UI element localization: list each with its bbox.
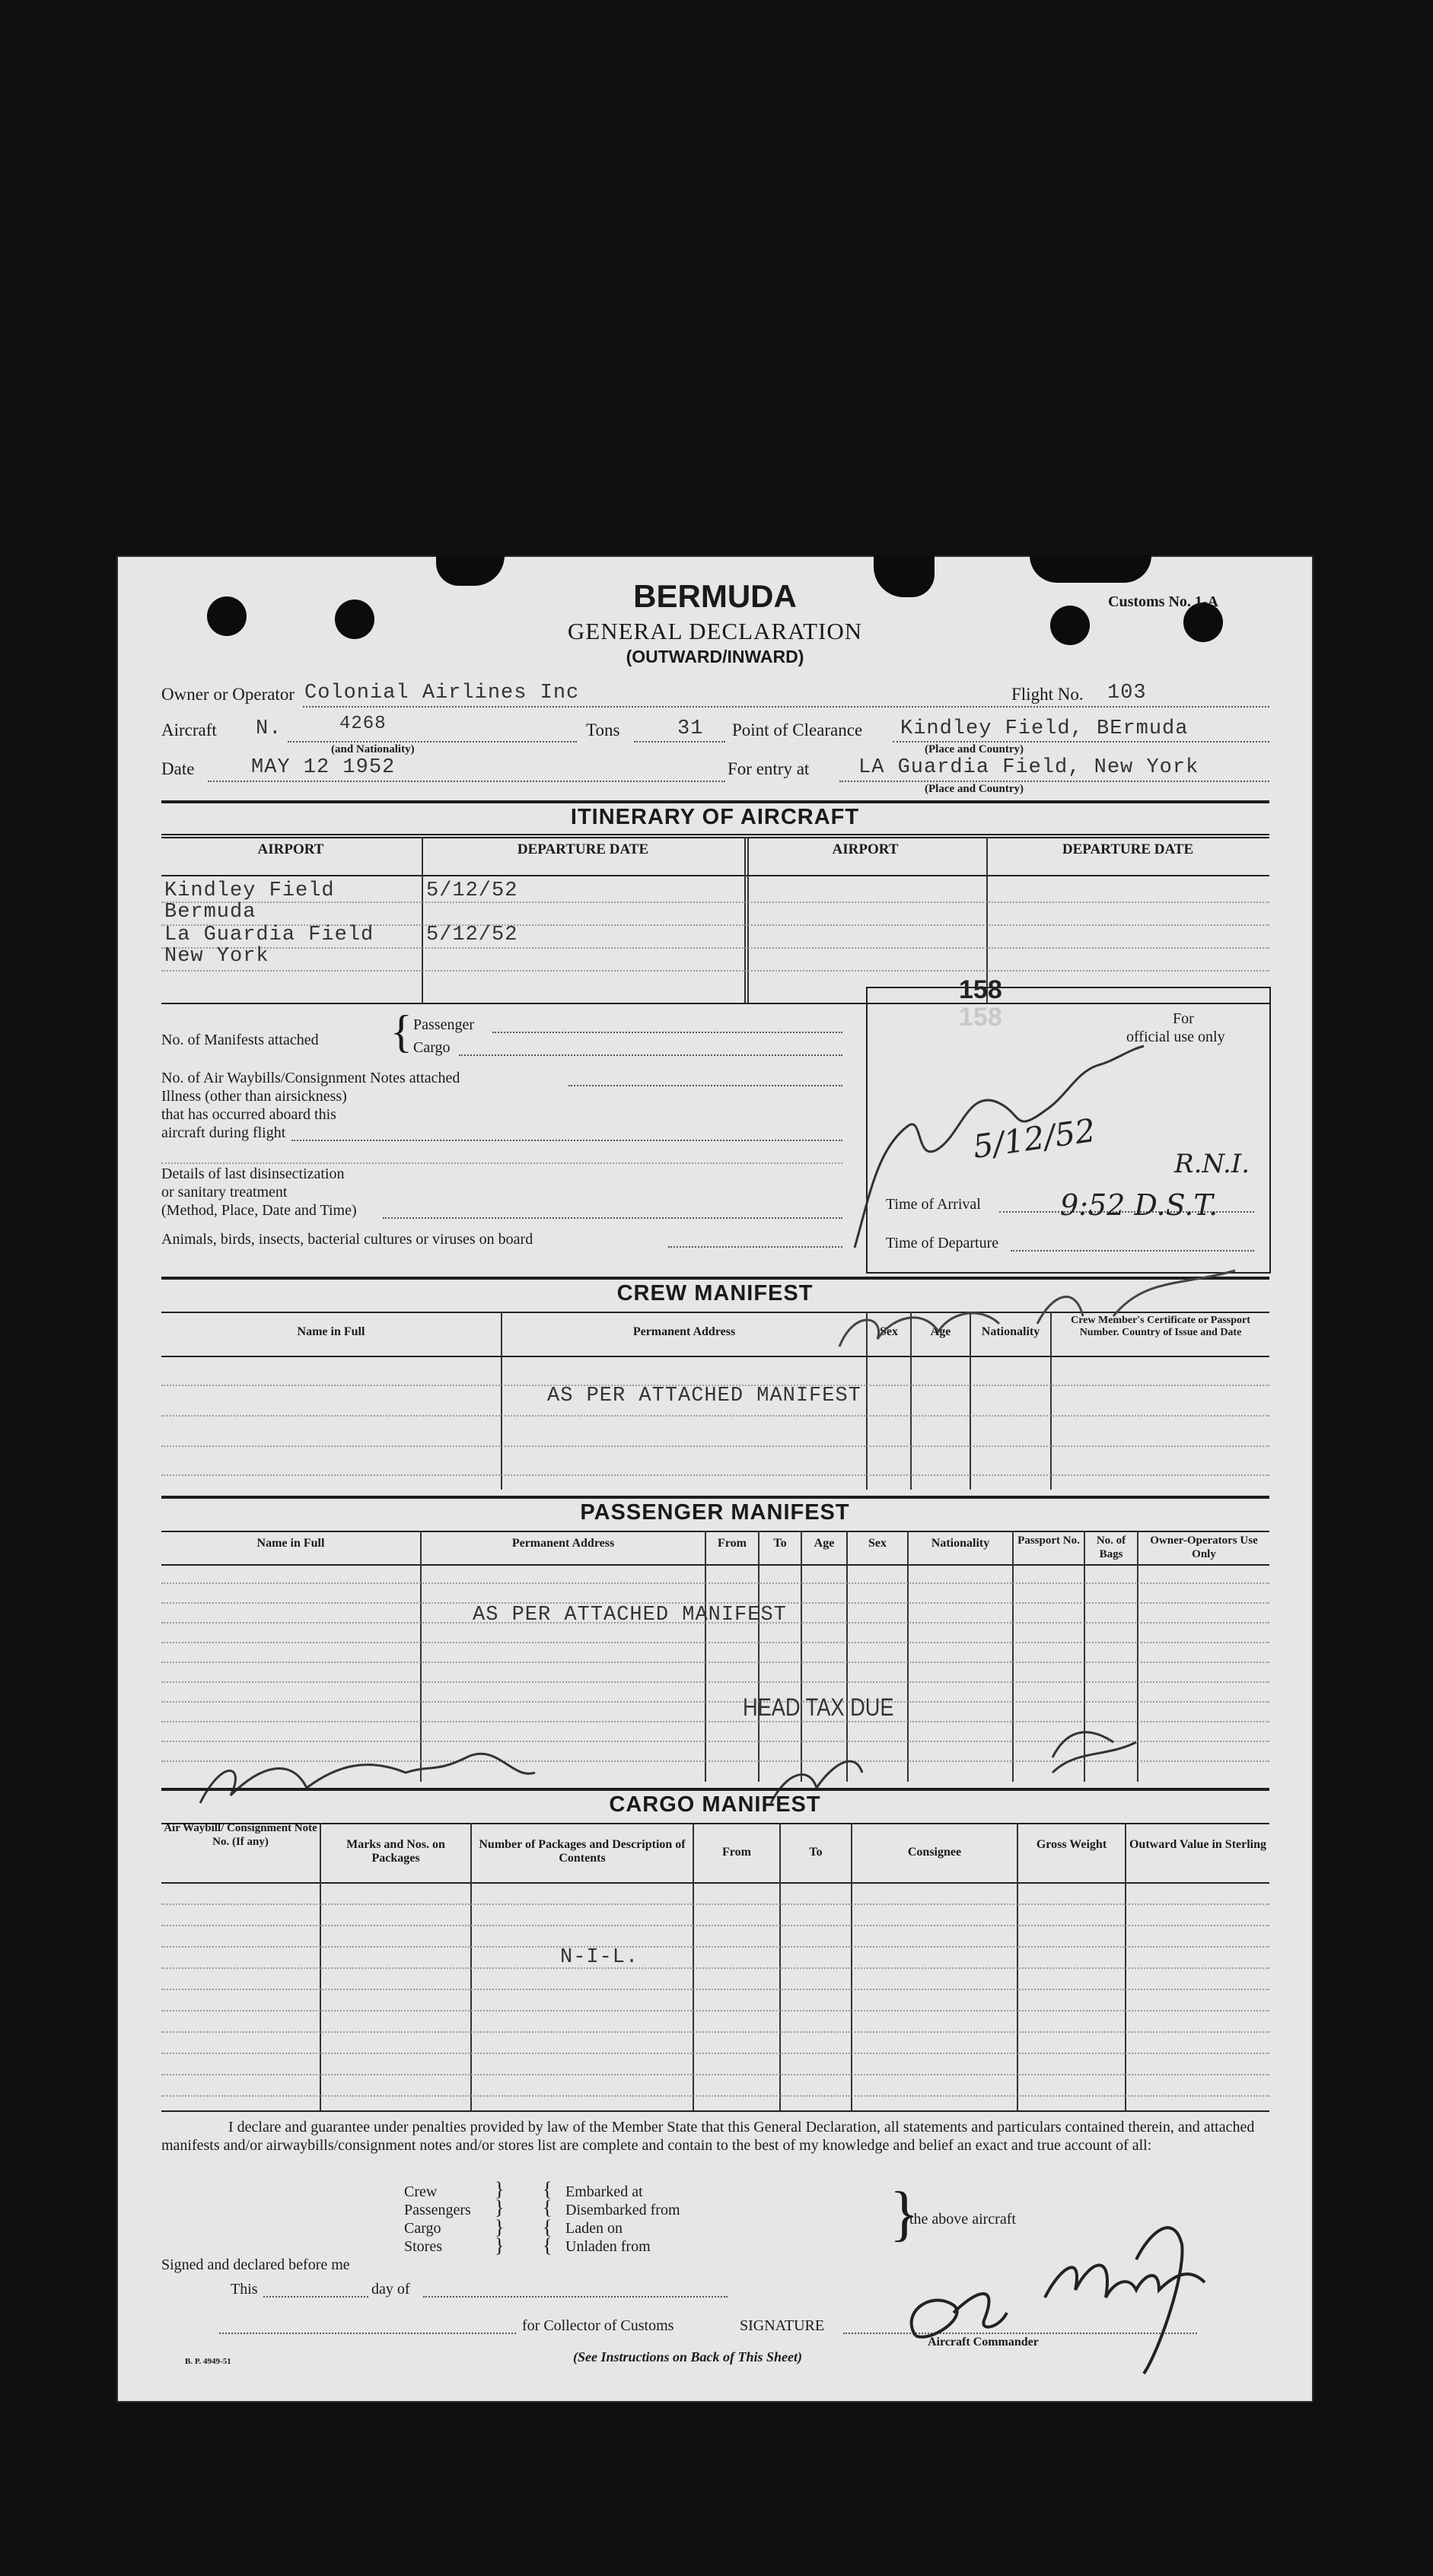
- official-for-label: For: [1173, 1010, 1194, 1027]
- brace: } }: [495, 2216, 505, 2256]
- cargo-header: Outward Value in Sterling: [1129, 1838, 1267, 1851]
- handwritten-arrival-time: 9:52 D.S.T.: [1060, 1188, 1218, 1222]
- commander-signature: [885, 2199, 1235, 2381]
- entry-sublabel: (Place and Country): [925, 783, 1024, 795]
- crew-header: Permanent Address: [632, 1325, 736, 1338]
- passenger-header: From: [718, 1537, 747, 1550]
- handwritten-date: 5/12/52: [970, 1111, 1098, 1166]
- tons-label: Tons: [586, 720, 620, 739]
- declaration-left-item: Crew: [404, 2183, 438, 2200]
- disinsectization-label: (Method, Place, Date and Time): [161, 1202, 357, 1219]
- aircraft-value: 4268: [339, 714, 387, 734]
- passenger-header: Sex: [868, 1537, 887, 1550]
- clearance-value: Kindley Field, BErmuda: [900, 717, 1189, 740]
- itinerary-title: ITINERARY OF AIRCRAFT: [570, 805, 860, 829]
- clearance-label: Point of Clearance: [732, 720, 863, 739]
- owner-value: Colonial Airlines Inc: [304, 682, 580, 704]
- passenger-manifest-title: PASSENGER MANIFEST: [580, 1500, 850, 1525]
- form-code: B. P. 4949-51: [185, 2357, 231, 2366]
- signed-label: Signed and declared before me: [161, 2256, 350, 2273]
- flight-value: 103: [1107, 682, 1147, 704]
- itinerary-date: 5/12/52: [426, 924, 518, 946]
- itinerary-header: DEPARTURE DATE: [1062, 841, 1194, 857]
- form-subtitle: (OUTWARD/INWARD): [626, 647, 804, 666]
- itinerary-header: AIRPORT: [832, 841, 899, 857]
- form-number: Customs No. 1-A: [1108, 593, 1218, 610]
- crew-header: Name in Full: [297, 1325, 365, 1338]
- day-label: day of: [371, 2281, 410, 2298]
- aircraft-label: Aircraft: [161, 720, 217, 739]
- cargo-manifest-body: N-I-L.: [560, 1946, 639, 1969]
- clearance-sublabel: (Place and Country): [925, 743, 1024, 755]
- itinerary-airport: Kindley Field: [164, 879, 335, 902]
- cargo-header: Number of Packages and Description of Contents: [479, 1838, 686, 1865]
- brace: { {: [543, 2178, 553, 2218]
- illness-label: that has occurred aboard this: [161, 1106, 336, 1123]
- declaration-left-item: Passengers: [404, 2202, 471, 2218]
- departure-label: Time of Departure: [886, 1235, 999, 1251]
- aircraft-prefix: N.: [256, 717, 282, 740]
- passenger-header: Name in Full: [256, 1537, 325, 1550]
- cargo-header: Air Waybill/ Consignment Note No. (If any): [164, 1822, 317, 1848]
- entry-label: For entry at: [728, 759, 810, 778]
- declaration-right-item: Disembarked from: [565, 2202, 680, 2218]
- declaration-text: I declare and guarantee under penalties provided by law of the Member State that this General Declaration, all statements and particulars contained therein, and attached manifests and/or airwaybills/consignment notes and/or stores list are complete and contain to the best of my knowledge and belief an exact and true account of all:: [161, 2119, 1255, 2154]
- passenger-manifest-body: AS PER ATTACHED MANIFEST: [473, 1604, 787, 1627]
- itinerary-header: AIRPORT: [257, 841, 324, 857]
- handwritten-initials: R.N.I.: [1174, 1149, 1250, 1179]
- arrival-label: Time of Arrival: [886, 1196, 981, 1213]
- declaration-right-item: Unladen from: [565, 2238, 651, 2255]
- illness-label: Illness (other than airsickness): [161, 1088, 347, 1105]
- declaration-left-item: Stores: [404, 2238, 442, 2255]
- cargo-header: Marks and Nos. on Packages: [346, 1838, 445, 1865]
- collector-label: for Collector of Customs: [522, 2317, 674, 2334]
- brace: }: [890, 2180, 919, 2247]
- declaration-form: [116, 555, 1314, 2403]
- form-title: GENERAL DECLARATION: [567, 618, 863, 644]
- aircraft-sublabel: (and Nationality): [331, 743, 415, 755]
- brace: } }: [495, 2178, 505, 2218]
- cargo-header: From: [722, 1846, 751, 1859]
- declaration-right-item: Embarked at: [565, 2183, 643, 2200]
- date-label: Date: [161, 759, 195, 778]
- aircraft-text: the above aircraft: [909, 2211, 1016, 2228]
- passenger-header: To: [773, 1537, 787, 1550]
- itinerary-airport: New York: [164, 945, 269, 968]
- this-label: This: [231, 2281, 258, 2298]
- declaration-left-item: Cargo: [404, 2220, 441, 2237]
- entry-value: LA Guardia Field, New York: [858, 756, 1199, 779]
- passenger-header: Nationality: [931, 1537, 990, 1550]
- itinerary-header: DEPARTURE DATE: [517, 841, 649, 857]
- head-tax-stamp: HEAD TAX DUE: [743, 1693, 894, 1721]
- official-signature-scribble: [824, 1042, 1159, 1255]
- itinerary-date: 5/12/52: [426, 879, 518, 902]
- cargo-header: To: [809, 1846, 823, 1859]
- crew-header: Crew Member's Certificate or Passport Number. Country of Issue and Date: [1071, 1315, 1250, 1338]
- crew-header: Age: [930, 1325, 951, 1338]
- owner-label: Owner or Operator: [161, 685, 295, 704]
- itinerary-airport: La Guardia Field: [164, 924, 374, 946]
- passenger-manifest-label: Passenger: [413, 1016, 474, 1033]
- crew-manifest-body: AS PER ATTACHED MANIFEST: [547, 1385, 861, 1407]
- passenger-header: No. of Bags: [1096, 1534, 1126, 1560]
- brace: { {: [543, 2216, 553, 2256]
- cargo-manifest-title: CARGO MANIFEST: [609, 1792, 821, 1817]
- disinsectization-label: Details of last disinsectization: [161, 1166, 345, 1182]
- passenger-header: Passport No.: [1017, 1534, 1080, 1547]
- tons-value: 31: [677, 717, 704, 740]
- waybills-label: No. of Air Waybills/Consignment Notes attached: [161, 1070, 460, 1086]
- date-value: MAY 12 1952: [251, 756, 396, 779]
- signature-label: SIGNATURE: [740, 2317, 825, 2334]
- crew-manifest-title: CREW MANIFEST: [616, 1281, 814, 1305]
- brace: {: [390, 1007, 412, 1057]
- cargo-header: Gross Weight: [1036, 1838, 1107, 1851]
- crew-header: Nationality: [981, 1325, 1040, 1338]
- flight-label: Flight No.: [1011, 685, 1084, 704]
- manifests-attached-label: No. of Manifests attached: [161, 1032, 319, 1048]
- cargo-manifest-label: Cargo: [413, 1039, 451, 1056]
- crew-scribble: [824, 1263, 1250, 1362]
- declaration-right-item: Laden on: [565, 2220, 623, 2237]
- instructions-note: (See Instructions on Back of This Sheet): [573, 2349, 803, 2365]
- crew-header: Sex: [880, 1325, 898, 1338]
- disinsectization-label: or sanitary treatment: [161, 1184, 288, 1201]
- passenger-header: Owner-Operators Use Only: [1150, 1534, 1258, 1560]
- country-title: BERMUDA: [633, 578, 797, 614]
- passenger-header: Permanent Address: [511, 1537, 615, 1550]
- passenger-header: Age: [814, 1537, 835, 1550]
- official-stamp-ghost: 158: [959, 1003, 1002, 1032]
- cargo-header: Consignee: [907, 1846, 962, 1859]
- commander-label: Aircraft Commander: [928, 2336, 1039, 2349]
- official-stamp-number: 158: [959, 975, 1002, 1004]
- animals-label: Animals, birds, insects, bacterial cultures or viruses on board: [161, 1231, 533, 1248]
- itinerary-airport: Bermuda: [164, 901, 256, 924]
- illness-label: aircraft during flight: [161, 1124, 286, 1141]
- official-use-label: official use only: [1126, 1029, 1225, 1045]
